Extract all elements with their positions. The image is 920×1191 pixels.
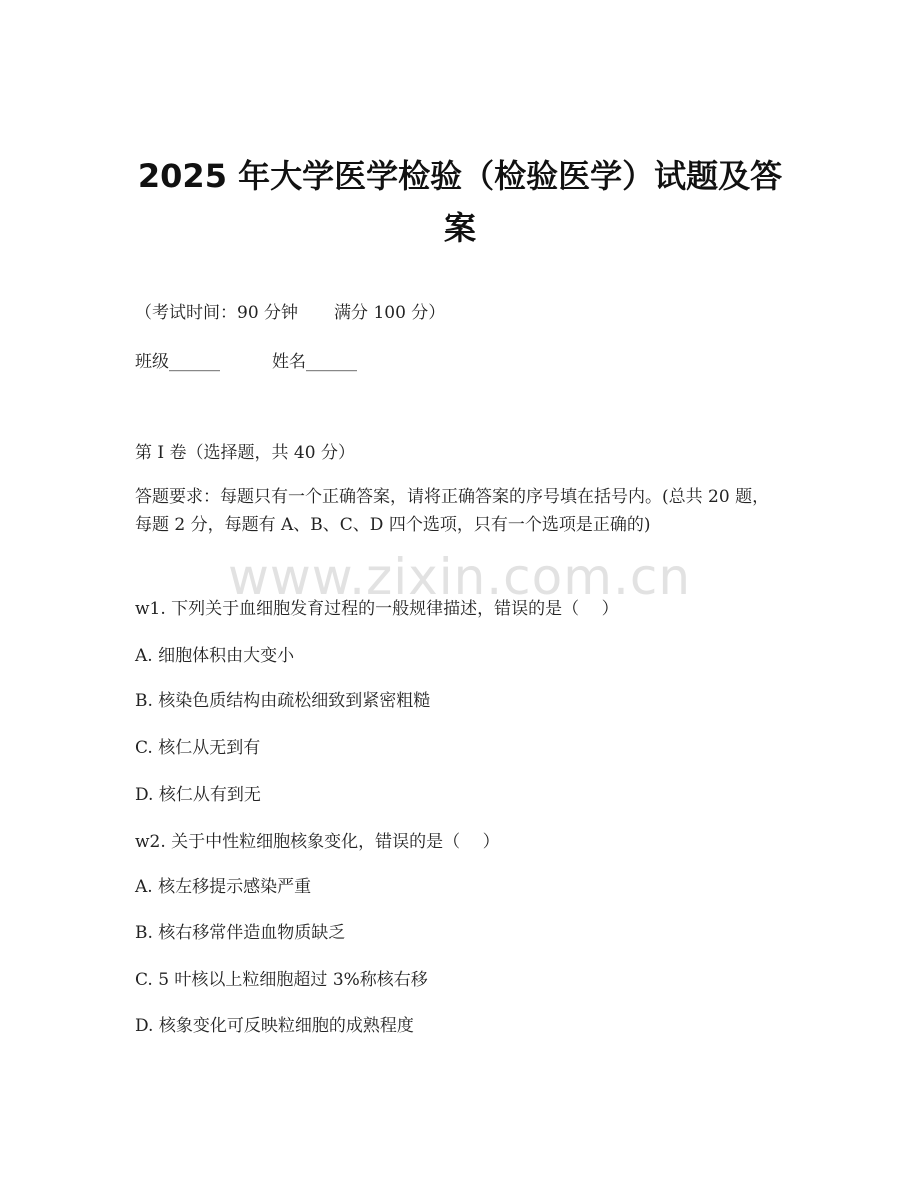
question-2-option-d: D. 核象变化可反映粒细胞的成熟程度 <box>135 1016 414 1036</box>
title-line-2: 案 <box>443 209 476 247</box>
title-line-1: 2025 年大学医学检验（检验医学）试题及答 <box>137 157 783 195</box>
question-2-option-a: A. 核左移提示感染严重 <box>135 877 312 897</box>
question-stem-2: w2. 关于中性粒细胞核象变化，错误的是（ ） <box>135 832 500 852</box>
question-stem-1: w1. 下列关于血细胞发育过程的一般规律描述，错误的是（ ） <box>135 599 619 619</box>
question-1-option-a: A. 细胞体积由大变小 <box>135 646 295 666</box>
question-1-option-b: B. 核染色质结构由疏松细致到紧密粗糙 <box>135 691 431 711</box>
question-1-option-d: D. 核仁从有到无 <box>135 785 261 805</box>
exam-info <box>135 302 445 324</box>
name-field: 姓名______ <box>272 352 357 372</box>
section-header: 第 I 卷（选择题，共 40 分） <box>135 443 355 463</box>
class-field: 班级______ <box>135 352 220 372</box>
section-instructions: 答题要求：每题只有一个正确答案，请将正确答案的序号填在括号内。(总共 20 题，每题 2 分，每题有 A、B、C、D 四个选项，只有一个选项是正确的) <box>135 487 770 535</box>
exam-full-score: 满分 100 分） <box>334 303 446 323</box>
exam-time: （考试时间：90 分钟 <box>135 303 299 323</box>
question-2-option-c: C. 5 叶核以上粒细胞超过 3%称核右移 <box>135 970 428 990</box>
question-2-option-b: B. 核右移常伴造血物质缺乏 <box>135 923 346 943</box>
document-title <box>110 150 810 254</box>
question-1-option-c: C. 核仁从无到有 <box>135 738 261 758</box>
student-fields <box>135 351 357 373</box>
watermark: www.zixin.com.cn <box>228 548 692 606</box>
